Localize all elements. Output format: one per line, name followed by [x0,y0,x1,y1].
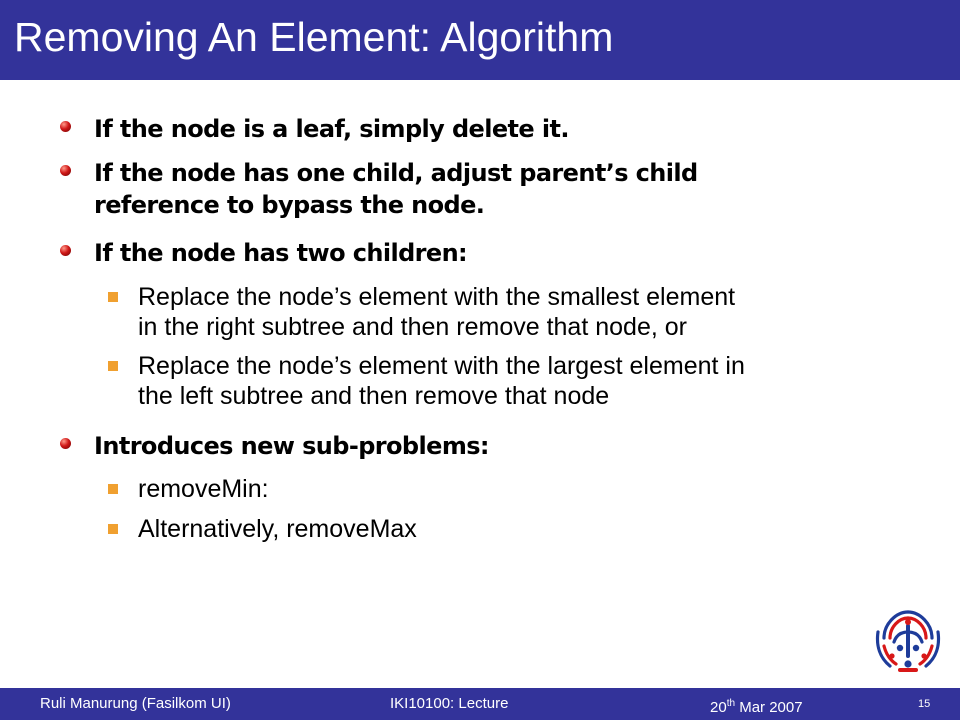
sub-bullet-text [138,351,928,411]
footer-date-suffix: th [726,698,736,709]
orange-square-bullet-icon [108,361,118,371]
sub-bullet-text-line: the left subtree and then remove that node [138,382,610,410]
footer-date-day: 20 [710,699,727,716]
sub-bullet-text-line: Replace the node’s element with the largest element in [138,352,745,380]
bullet-text: If the node has two children: [94,239,468,267]
sub-bullet-text-line: Replace the node’s element with the smallest element [138,283,736,311]
orange-square-bullet-icon [108,292,118,302]
sub-bullet-text [138,282,928,342]
footer-author: Ruli Manurung (Fasilkom UI) [40,695,231,712]
red-sphere-bullet-icon [60,245,71,256]
slide-title: Removing An Element: Algorithm [14,14,614,60]
sub-bullet-text: removeMin: [138,475,269,503]
footer-course: IKI10100: Lecture [390,695,509,712]
orange-square-bullet-icon [108,484,118,494]
bullet-text [94,157,698,221]
university-logo-icon [870,602,946,678]
orange-square-bullet-icon [108,524,118,534]
footer-date [710,688,803,720]
bullet-text-line: If the node has one child, adjust parent’s child [94,159,698,187]
bullet-text: If the node is a leaf, simply delete it. [94,115,569,143]
sub-bullet-text: Alternatively, removeMax [138,515,417,543]
red-sphere-bullet-icon [60,121,71,132]
footer-date-rest: Mar 2007 [735,699,803,716]
sub-bullet-text-line: in the right subtree and then remove that node, or [138,313,687,341]
bullet-text-line: reference to bypass the node. [94,191,485,219]
red-sphere-bullet-icon [60,165,71,176]
bullet-text: Introduces new sub-problems: [94,432,489,460]
page-number: 15 [918,698,931,710]
red-sphere-bullet-icon [60,438,71,449]
footer-bar [0,688,960,720]
